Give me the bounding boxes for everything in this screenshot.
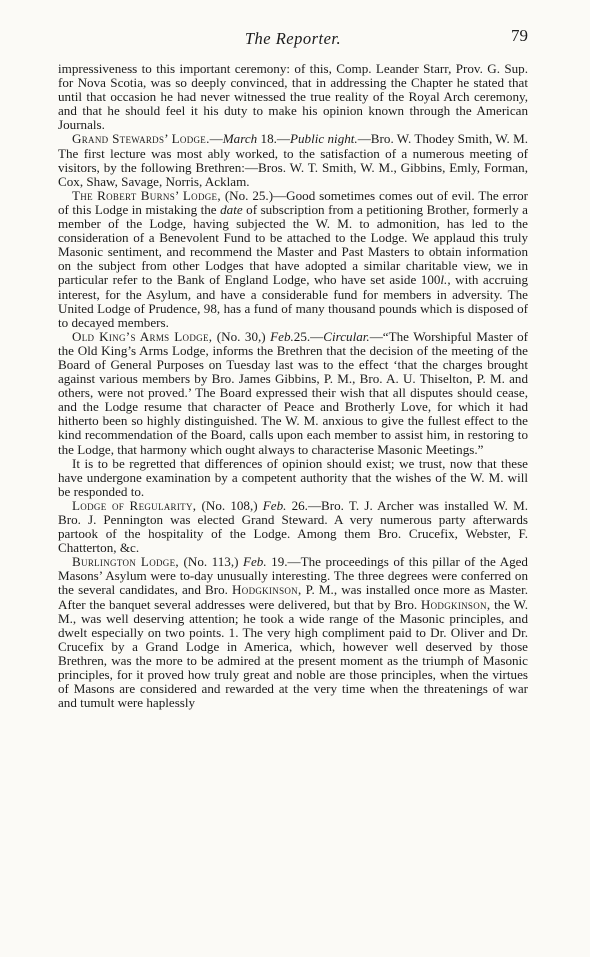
- italic-text: Circular.: [323, 328, 370, 344]
- text-run: (No. 113,): [178, 554, 243, 570]
- italic-text: Feb.: [262, 497, 287, 513]
- text-run: P. M., was installed once more as Master. After the banquet several addresses were delivered, but that by Bro.: [58, 582, 528, 612]
- paragraph: [58, 62, 528, 132]
- page: [58, 26, 528, 710]
- paragraph: [58, 555, 528, 710]
- lodge-name: Lodge of Regularity,: [72, 497, 197, 513]
- text-run: 18.—: [257, 131, 290, 147]
- text-run: 19.—The proceedings of this pillar of the Aged Masons’ Asylum were to-day unusually interesting. The three degrees were conferred on the several candidates, and Bro.: [58, 554, 528, 598]
- italic-text: date: [220, 201, 243, 217]
- paragraph: [58, 330, 528, 457]
- italic-text: l.: [440, 272, 448, 288]
- italic-text: Feb.: [243, 554, 267, 570]
- italic-text: Public night.: [290, 131, 358, 147]
- lodge-name: Old King’s Arms Lodge,: [72, 328, 213, 344]
- lodge-name: The Robert Burns’ Lodge,: [72, 187, 221, 203]
- running-title: The Reporter.: [244, 29, 342, 48]
- body-text: [58, 62, 528, 710]
- text-run: —“The Worshipful Master of the Old King’s Arms Lodge, informs the Brethren that the decision of the meeting of the Board of General Purposes on Tuesday last was to the effect ‘that the charges brought against various members by Bro. James Gibbins, P. M., Bro. A. U. Thiselton, P. M. and others, were not proved.’ The Board expressed their wish that all disputes should cease, and the Lodge resume that character of Peace and Brotherly Love, for which it had hitherto been so highly distinguished. The W. M. anxious to give the fullest effect to the kind recommendation of the Board, calls upon each member to assist him, in restoring to the Lodge, that harmony which ought always to characterise Masonic Meetings.”: [58, 328, 529, 457]
- italic-text: Feb.: [270, 328, 294, 344]
- text-run: , with accruing interest, for the Asylum, and have a considerable fund for members in adversity. The United Lodge of Prudence, 98, has a fund of many thousand pounds which is disposed of to decayed members.: [58, 272, 528, 330]
- lodge-name: Hodgkinson,: [232, 582, 302, 598]
- text-run: impressiveness to this important ceremony: of this, Comp. Leander Starr, Prov. G. Sup. for Nova Scotia, was so deeply convinced, that in addressing the Chapter he stated that until that occasion he had never witnessed the true reality of the Royal Arch ceremony, and that he should feel it his duty to make his opinion known through the American Journals.: [58, 61, 528, 133]
- paragraph: [58, 189, 528, 330]
- lodge-name: Grand Stewards’ Lodge.: [72, 131, 210, 147]
- paragraph: [58, 499, 528, 555]
- text-run: (No. 30,): [212, 328, 271, 344]
- text-run: of subscription from a petitioning Brother, formerly a member of the Lodge, having subjected the W. M. to admonition, has led to the consideration of a Benevolent Fund to be attached to the Lodge. We applaud this truly Masonic sentiment, and recommend the Master and Past Masters to obtain information on the subject from other Lodges that have adopted a similar charitable view, we in particular refer to the Bank of England Lodge, who have set aside 100: [58, 201, 528, 288]
- text-run: —: [209, 131, 223, 147]
- text-run: (No. 108,): [196, 497, 263, 513]
- lodge-name: Burlington Lodge,: [72, 554, 179, 570]
- text-run: —Bro. W. Thodey Smith, W. M. The first lecture was most ably worked, to the satisfaction of a numerous meeting of visitors, by the following Brethren:—Bros. W. T. Smith, W. M., Gibbins, Emly, Forman, Cox, Shaw, Savage, Norris, Acklam.: [58, 131, 528, 189]
- paragraph: [58, 132, 528, 188]
- paragraph: [58, 457, 528, 499]
- text-run: It is to be regretted that differences of opinion should exist; we trust, now that these have undergone examination by a competent authority that the wishes of the W. M. will be responded to.: [58, 455, 528, 499]
- italic-text: March: [222, 131, 258, 147]
- text-run: 26.—Bro. T. J. Archer was installed W. M. Bro. J. Pennington was elected Grand Steward. A very numerous party afterwards partook of the hospitality of the Lodge. Among them Bro. Crucefix, Webster, F. Chatterton, &c.: [58, 497, 529, 556]
- text-run: the W. M., was well deserving attention; he took a wide range of the Masonic principles, and dwelt especially on two points. 1. The very high compliment paid to Dr. Oliver and Dr. Crucefix by a Grand Lodge in America, which, however well deserved by those Brethren, was the more to be admired at the present moment as the triumph of Masonic principles, for it proved how truly great and noble are those principles, when the virtues of Masons are considered and rewarded at the very time when the threatenings of war and tumult were haplessly: [58, 596, 528, 711]
- running-head: [58, 26, 528, 48]
- text-run: (No. 25.)—Good sometimes comes out of evil. The error of this Lodge in mistaking the: [58, 187, 528, 217]
- text-run: 25.—: [293, 328, 324, 344]
- lodge-name: Hodgkinson,: [420, 596, 491, 612]
- page-number: 79: [511, 26, 528, 45]
